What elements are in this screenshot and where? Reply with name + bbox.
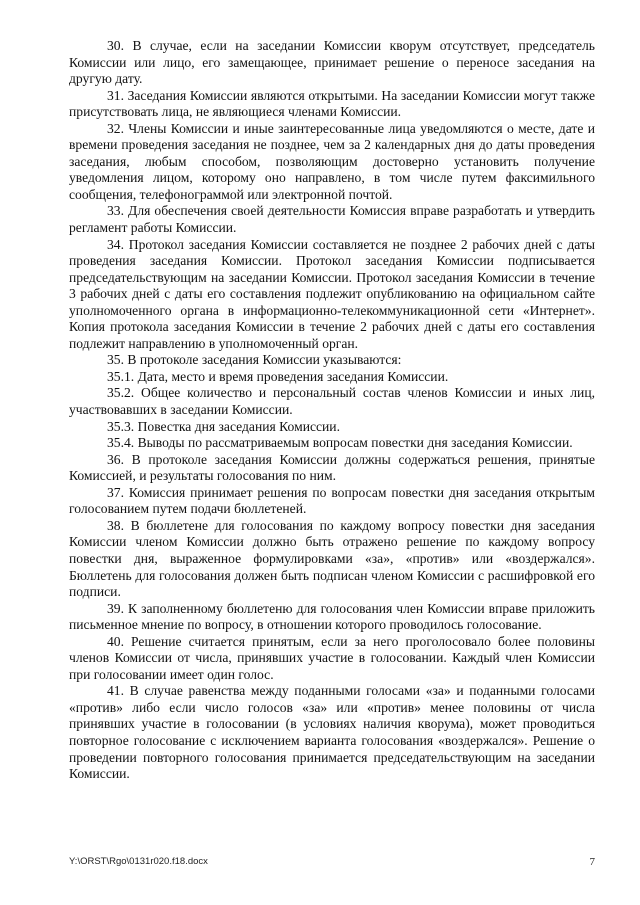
paragraph-40: 40. Решение считается принятым, если за него проголосовало более половины членов Комиссии от числа, принявших участие в голосовании. Каждый член Комиссии при голосовании имеет один голос. xyxy=(69,633,595,682)
document-body xyxy=(69,38,595,783)
paragraph-35-4: 35.4. Выводы по рассматриваемым вопросам повестки дня заседания Комиссии. xyxy=(107,435,573,451)
paragraph-41: 41. В случае равенства между поданными голосами «за» и поданными голосами «против» либо если число голосов «за» или «против» менее половины от числа принявших участие в голосовании (в условиях наличия кворума), может проводиться повторное голосование с исключением варианта голосования «воздержался». Решение о проведении повторного голосования принимается председательствующим на заседании Комиссии. xyxy=(69,683,595,782)
paragraph-35-2: 35.2. Общее количество и персональный состав членов Комиссии и иных лиц, участвовавших в заседании Комиссии. xyxy=(69,385,595,418)
footer-file-path: Y:\ORST\Rgo\0131r020.f18.docx xyxy=(69,856,208,867)
paragraph-33: 33. Для обеспечения своей деятельности Комиссия вправе разработать и утвердить регламент работы Комиссии. xyxy=(69,203,595,236)
paragraph-35: 35. В протоколе заседания Комиссии указываются: xyxy=(107,352,402,368)
page-footer xyxy=(69,856,595,870)
paragraph-34: 34. Протокол заседания Комиссии составляется не позднее 2 рабочих дней с даты проведения заседания Комиссии. Протокол заседания Комиссии подписывается председательствующим на заседании Комиссии. Протокол заседания Комиссии в течение 3 рабочих дней с даты его составления подлежит опубликованию на официальном сайте уполномоченного органа в информационно-телекоммуникационной сети «Интернет». Копия протокола заседания Комиссии в течение 2 рабочих дней с даты его составления подлежит направлению в уполномоченный орган. xyxy=(69,236,595,351)
paragraph-38: 38. В бюллетене для голосования по каждому вопросу повестки дня заседания Комиссии членом Комиссии должно быть отражено решение по каждому вопросу повестки дня, выраженное формулировками «за», «против» или «воздержался». Бюллетень для голосования должен быть подписан членом Комиссии с расшифровкой его подписи. xyxy=(69,517,595,600)
paragraph-31: 31. Заседания Комиссии являются открытыми. На заседании Комиссии могут также присутствовать лица, не являющиеся членами Комиссии. xyxy=(69,87,595,120)
paragraph-30: 30. В случае, если на заседании Комиссии кворум отсутствует, председатель Комиссии или лицо, его замещающее, принимает решение о переносе заседания на другую дату. xyxy=(69,38,595,87)
page-number: 7 xyxy=(589,856,595,868)
paragraph-35-1: 35.1. Дата, место и время проведения заседания Комиссии. xyxy=(107,368,449,384)
paragraph-39: 39. К заполненному бюллетеню для голосования член Комиссии вправе приложить письменное мнение по вопросу, в отношении которого проводилось голосование. xyxy=(69,600,595,633)
paragraph-36: 36. В протоколе заседания Комиссии должны содержаться решения, принятые Комиссией, и результаты голосования по ним. xyxy=(69,451,595,484)
paragraph-37: 37. Комиссия принимает решения по вопросам повестки дня заседания открытым голосованием путем подачи бюллетеней. xyxy=(69,484,595,517)
paragraph-35-3: 35.3. Повестка дня заседания Комиссии. xyxy=(107,418,340,434)
paragraph-32: 32. Члены Комиссии и иные заинтересованные лица уведомляются о месте, дате и времени проведения заседания не позднее, чем за 2 календарных дня до даты проведения заседания, любым способом, позволяющим достоверно установить получение уведомления лицом, которому оно направлено, в том числе путем факсимильного сообщения, телефонограммой или электронной почтой. xyxy=(69,120,595,202)
